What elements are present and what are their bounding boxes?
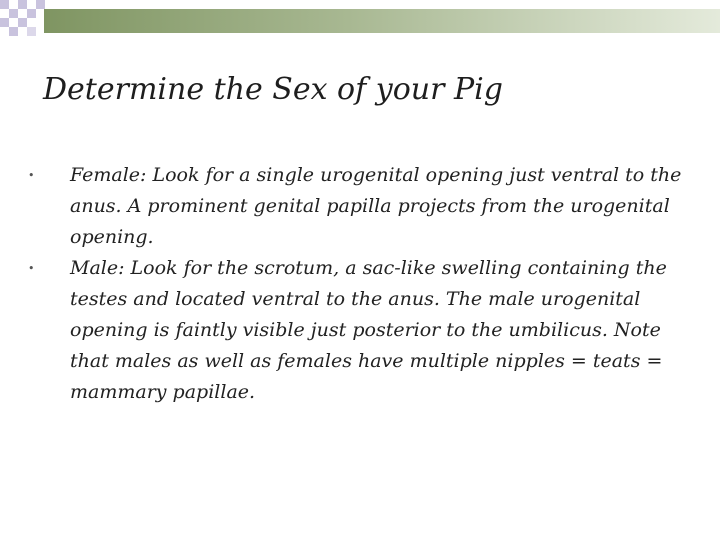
bullet-item-female bbox=[28, 160, 688, 253]
bullet-item-male bbox=[28, 253, 688, 408]
bullet-list bbox=[28, 160, 688, 408]
bullet-marker: • bbox=[28, 262, 35, 275]
top-gradient-band bbox=[44, 9, 720, 33]
bullet-marker: • bbox=[28, 169, 35, 182]
slide-title: Determine the Sex of your Pig bbox=[43, 72, 503, 107]
bullet-text-female: Female: Look for a single urogenital opening just ventral to the anus. A prominent genital papilla projects from the urogenital opening. bbox=[70, 164, 682, 248]
bullet-text-male: Male: Look for the scrotum, a sac-like swelling containing the testes and located ventral to the anus. The male urogenital opening is faintly visible just posterior to the umbilicus. Note that males as well as females have multiple nipples = teats = mammary papillae. bbox=[70, 257, 667, 403]
